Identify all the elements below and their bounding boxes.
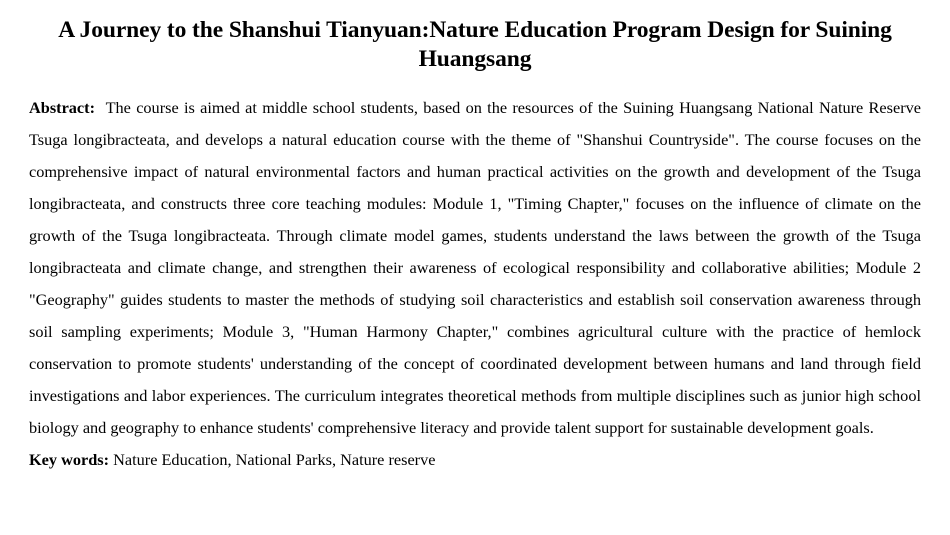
paper-title: A Journey to the Shanshui Tianyuan:Nature Education Program Design for Suining Huangsang	[58, 17, 892, 72]
paper-page	[29, 16, 921, 476]
keywords-line	[29, 444, 921, 476]
abstract-label: Abstract:	[29, 98, 96, 117]
abstract-paragraph	[29, 92, 921, 444]
keywords-text: Nature Education, National Parks, Nature reserve	[113, 450, 436, 469]
abstract-text: The course is aimed at middle school students, based on the resources of the Suining Huangsang National Nature Reserve Tsuga longibracteata, and develops a natural education course with the theme of "Shanshui Countryside". The course focuses on the comprehensive impact of natural environmental factors and human practical activities on the growth and development of the Tsuga longibracteata, and constructs three core teaching modules: Module 1, "Timing Chapter," focuses on the influence of climate on the growth of the Tsuga longibracteata. Through climate model games, students understand the laws between the growth of the Tsuga longibracteata and climate change, and strengthen their awareness of ecological responsibility and collaborative abilities; Module 2 "Geography" guides students to master the methods of studying soil characteristics and establish soil conservation awareness through soil sampling experiments; Module 3, "Human Harmony Chapter," combines agricultural culture with the practice of hemlock conservation to promote students' understanding of the concept of coordinated development between humans and land through field investigations and labor experiences. The curriculum integrates theoretical methods from multiple disciplines such as junior high school biology and geography to enhance students' comprehensive literacy and provide talent support for sustainable development goals.	[29, 98, 921, 437]
keywords-label: Key words:	[29, 450, 110, 469]
